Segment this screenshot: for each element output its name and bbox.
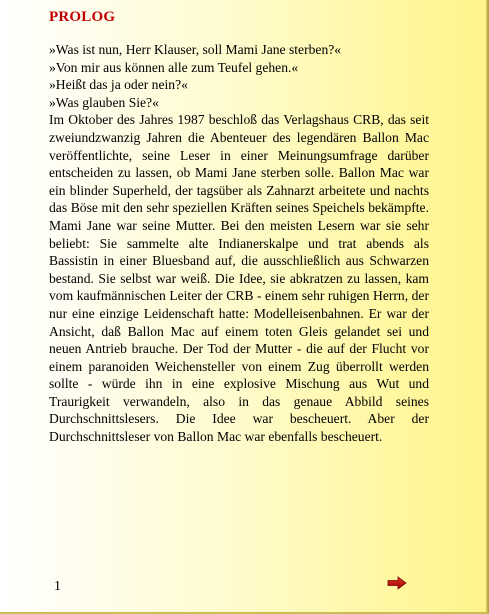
chapter-title: PROLOG: [49, 9, 116, 25]
page-content: [49, 41, 429, 446]
page-number: 1: [54, 579, 61, 594]
body-paragraph: Im Oktober des Jahres 1987 beschloß das Verlagshaus CRB, das seit zweiundzwanzig Jahren die Abenteuer des legendären Ballon Mac veröffentlichte, seine Leser in einer Meinungsumfrage darüber entscheiden zu lassen, ob Mami Jane sterben solle. Ballon Mac war ein blinder Superheld, der tagsüber als Zahnarzt arbeitete und nachts das Böse mit den sehr speziellen Kräften seines Speichels bekämpfte. Mami Jane war seine Mutter. Bei den meisten Lesern war sie sehr beliebt: Sie sammelte alte Indianerskalpe und trat abends als Bassistin in einer Bluesband auf, die ausschließlich aus Schwarzen bestand. Sie selbst war weiß. Die Idee, sie abkratzen zu lassen, kam vom kaufmännischen Leiter der CRB - einem sehr ruhigen Herrn, der nur eine einzige Leidenschaft hatte: Modelleisenbahnen. Er war der Ansicht, daß Ballon Mac auf einem toten Gleis gelandet sei und neuen Antrieb brauche. Der Tod der Mutter - die auf der Flucht vor einem paranoiden Weichensteller von einem Zug überrollt werden sollte - würde ihn in eine explosive Mischung aus Wut und Traurigkeit verwandeln, also in das genaue Abbild seines Durchschnittslesers. Die Idee war bescheuert. Aber der Durchschnittsleser von Ballon Mac war ebenfalls bescheuert.: [49, 112, 429, 445]
dialog-line: »Was glauben Sie?«: [49, 94, 159, 110]
right-arrow-icon: [387, 576, 407, 590]
dialog-line: »Von mir aus können alle zum Teufel gehen.«: [49, 59, 299, 75]
dialog-line: »Heißt das ja oder nein?«: [49, 77, 188, 93]
dialog-line: »Was ist nun, Herr Klauser, soll Mami Jane sterben?«: [49, 42, 342, 57]
next-page-button[interactable]: [387, 576, 407, 590]
